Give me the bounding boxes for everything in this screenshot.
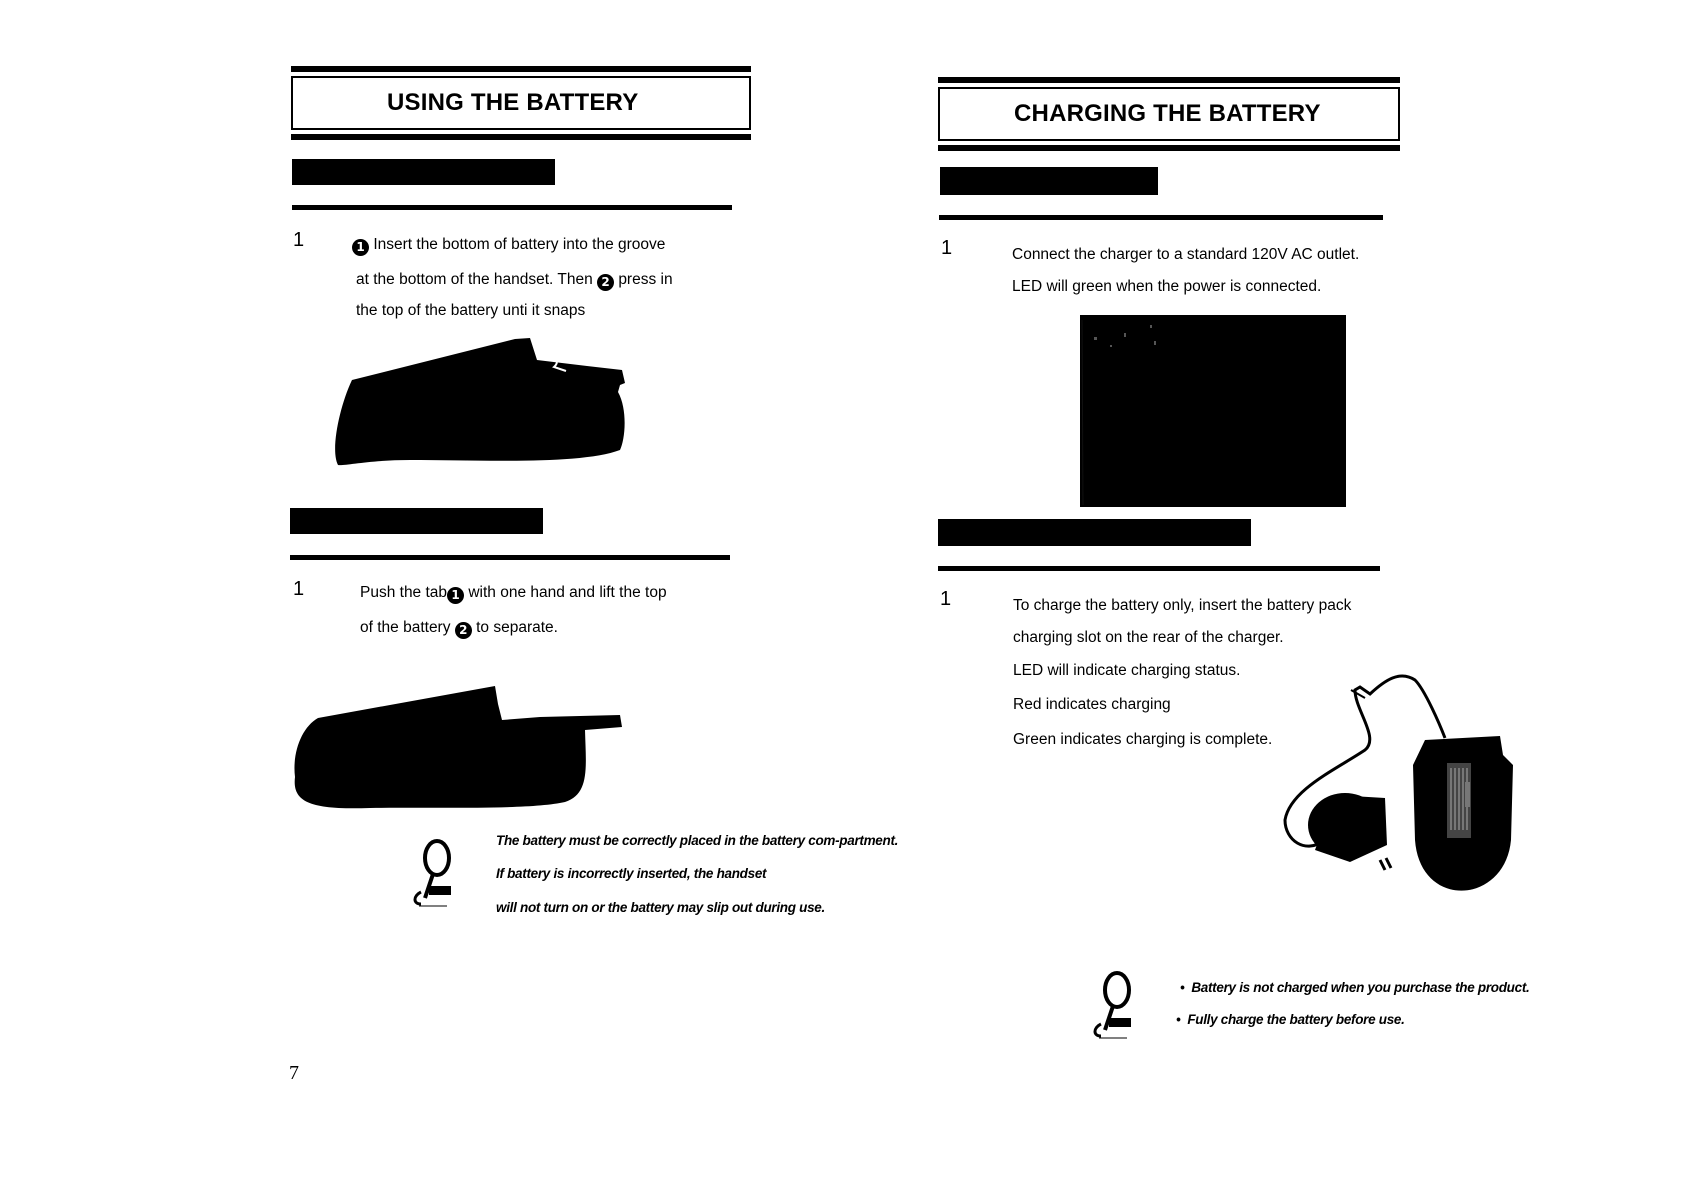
note-icon <box>413 836 465 908</box>
left-redacted-heading-2 <box>290 508 543 534</box>
step-marker-2-icon: 2 <box>597 274 614 291</box>
left-divider-1 <box>292 205 732 210</box>
left-step2-text1a: Push the tab <box>360 584 448 601</box>
right-title-frame <box>938 87 1400 141</box>
right-step1-number: 1 <box>941 237 953 259</box>
right-divider-2 <box>938 566 1380 571</box>
left-step2-number: 1 <box>293 578 305 600</box>
right-step1-line2: LED will green when the power is connected. <box>1012 278 1322 295</box>
right-section-title: CHARGING THE BATTERY <box>1014 100 1321 127</box>
left-title-box <box>291 66 751 140</box>
left-step2-line2 <box>360 619 558 639</box>
left-title-frame <box>291 76 751 130</box>
left-step1-line3: the top of the battery unti it snaps <box>356 302 586 319</box>
right-title-box <box>938 77 1400 151</box>
left-step1-text2b: press in <box>618 271 673 288</box>
left-note-line3: will not turn on or the battery may slip out during use. <box>496 900 825 915</box>
left-step1-line2 <box>356 271 673 291</box>
right-step2-line4: Red indicates charging <box>1013 696 1171 713</box>
left-step1-line1 <box>352 236 665 256</box>
right-divider-1 <box>939 215 1383 220</box>
right-redacted-heading-1 <box>940 167 1158 195</box>
bullet-icon: • <box>1176 1012 1188 1027</box>
charger-adapter-illustration <box>1275 670 1520 910</box>
left-note-line1: The battery must be correctly placed in the battery com-partment. <box>496 833 899 848</box>
note-icon <box>1093 968 1145 1040</box>
right-step2-line1: To charge the battery only, insert the battery pack <box>1013 597 1352 614</box>
right-note-text-1: Battery is not charged when you purchase the product. <box>1191 980 1530 995</box>
handset-battery-illustration <box>290 682 625 810</box>
page-number: 7 <box>289 1062 299 1084</box>
step-marker-2-icon: 2 <box>455 622 472 639</box>
left-step2-text2b: to separate. <box>476 619 558 636</box>
handset-battery-illustration <box>330 330 670 465</box>
left-step1-number: 1 <box>293 229 305 251</box>
right-step2-line5: Green indicates charging is complete. <box>1013 731 1273 748</box>
right-note-bullet-1 <box>1180 980 1530 995</box>
right-step2-number: 1 <box>940 588 952 610</box>
left-note-line2: If battery is incorrectly inserted, the handset <box>496 866 767 881</box>
bullet-icon: • <box>1180 980 1192 995</box>
left-step2-text1b: with one hand and lift the top <box>468 584 667 601</box>
step-marker-1-icon: 1 <box>447 587 464 604</box>
step-marker-1-icon: 1 <box>352 239 369 256</box>
right-redacted-heading-2 <box>938 519 1251 546</box>
left-step2-text2a: of the battery <box>360 619 451 636</box>
right-step2-line3: LED will indicate charging status. <box>1013 662 1241 679</box>
left-section-title: USING THE BATTERY <box>387 89 639 116</box>
left-divider-2 <box>290 555 730 560</box>
left-redacted-heading-1 <box>292 159 555 185</box>
right-note-text-2: Fully charge the battery before use. <box>1187 1012 1405 1027</box>
right-step2-line2: charging slot on the rear of the charger. <box>1013 629 1284 646</box>
right-step1-line1: Connect the charger to a standard 120V AC outlet. <box>1012 246 1360 263</box>
right-note-bullet-2 <box>1176 1012 1405 1027</box>
left-step1-text1: Insert the bottom of battery into the groove <box>373 236 666 253</box>
charger-photo <box>1080 315 1348 508</box>
left-step1-text2a: at the bottom of the handset. Then <box>356 271 593 288</box>
left-step2-line1 <box>360 584 667 604</box>
